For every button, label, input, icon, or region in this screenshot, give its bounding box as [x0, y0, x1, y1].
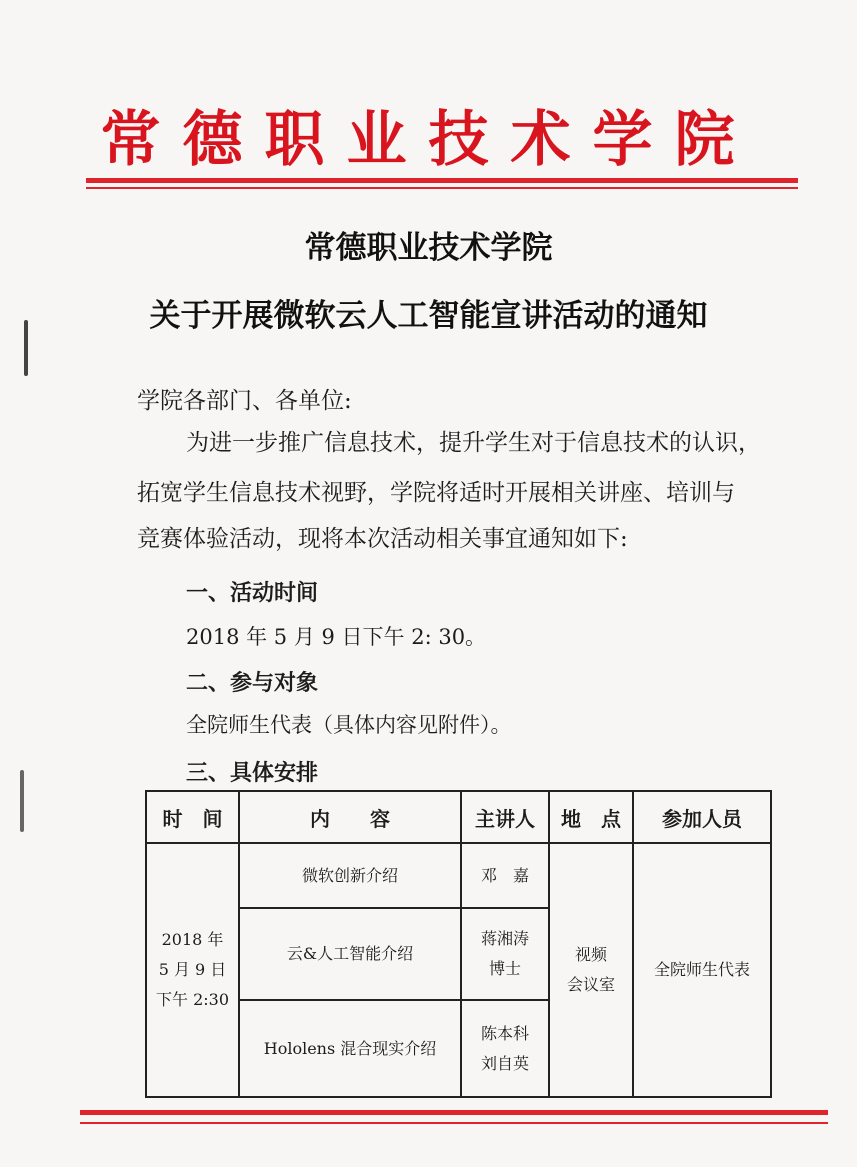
speaker-line: 博士	[488, 959, 521, 979]
staple-mark	[20, 770, 24, 832]
speaker-cell	[461, 908, 549, 1001]
header-speaker: 主讲人	[461, 791, 549, 843]
section-heading-time: 一、活动时间	[186, 581, 319, 606]
speaker-cell	[461, 1000, 549, 1097]
footer-red-rule	[80, 1110, 828, 1115]
content-cell: 微软创新介绍	[239, 843, 461, 907]
speaker-cell	[461, 843, 549, 907]
header-time: 时 间	[146, 791, 239, 843]
footer-red-rule-thin	[80, 1122, 828, 1124]
header-attendees: 参加人员	[633, 791, 771, 843]
content-cell: 云&人工智能介绍	[239, 908, 461, 1001]
speaker-line: 刘自英	[480, 1053, 529, 1073]
notice-title-line1: 常德职业技术学院	[304, 230, 553, 266]
table-header-row	[146, 791, 771, 843]
letterhead-red-rule	[86, 178, 798, 183]
notice-title-line2: 关于开展微软云人工智能宣讲活动的通知	[149, 298, 708, 334]
table-row	[146, 843, 771, 907]
content-cell: Hololens 混合现实介绍	[239, 1000, 461, 1097]
body-line: 拓宽学生信息技术视野，学院将适时开展相关讲座、培训与	[137, 480, 735, 506]
salutation: 学院各部门、各单位:	[137, 388, 352, 414]
schedule-table	[145, 790, 772, 1098]
location-line: 会议室	[566, 975, 615, 995]
participants-text: 全院师生代表（具体内容见附件）。	[186, 713, 512, 737]
letterhead-red-rule-thin	[86, 187, 798, 189]
location-line: 视频	[574, 945, 607, 965]
letterhead-title: 常德职业技术学院	[100, 105, 757, 175]
time-cell	[146, 843, 239, 1097]
body-line: 为进一步推广信息技术，提升学生对于信息技术的认识，	[186, 430, 761, 456]
section-heading-participants: 二、参与对象	[186, 671, 319, 696]
speaker-line: 邓 嘉	[480, 865, 529, 885]
section-heading-arrangement: 三、具体安排	[186, 761, 319, 786]
body-line: 竞赛体验活动，现将本次活动相关事宜通知如下:	[137, 526, 628, 552]
speaker-line: 蒋湘涛	[480, 929, 529, 949]
activity-time: 2018 年 5 月 9 日下午 2: 30。	[186, 625, 487, 649]
attendees-cell: 全院师生代表	[633, 843, 771, 1097]
speaker-line: 陈本科	[480, 1023, 529, 1043]
location-cell	[549, 843, 633, 1097]
time-line: 下午 2:30	[155, 990, 230, 1010]
time-line: 2018 年	[161, 930, 224, 950]
header-location: 地 点	[549, 791, 633, 843]
header-content: 内 容	[239, 791, 461, 843]
time-line: 5 月 9 日	[158, 960, 227, 980]
